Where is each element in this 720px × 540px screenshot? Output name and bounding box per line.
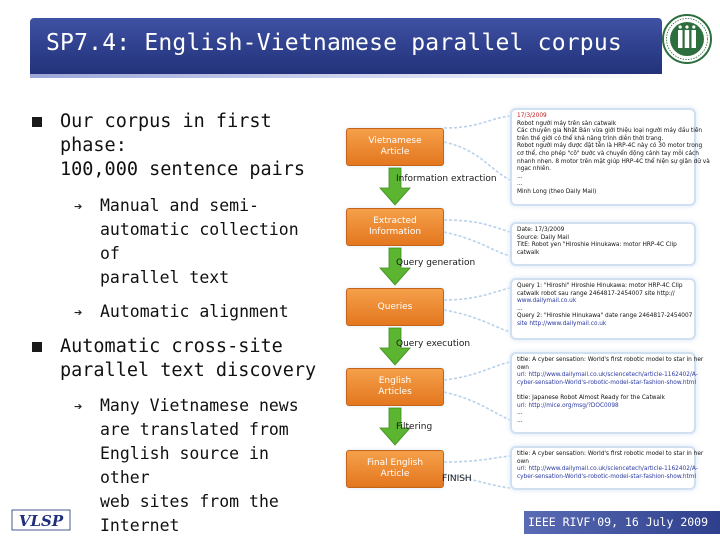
bullet-list <box>32 110 322 538</box>
panel-line: url: http://www.dailymail.co.uk/sciencetech/article-1162402/A- <box>517 466 698 473</box>
panel-line: Các chuyên gia Nhật Bản vừa giới thiệu loại người máy đầu tiên <box>517 128 703 135</box>
panel-line: ... <box>517 173 523 180</box>
panel-line: ... <box>517 181 523 188</box>
panel-line: own <box>517 364 529 371</box>
flow-diagram <box>338 100 516 500</box>
panel-line: Date: 17/3/2009 <box>517 227 565 233</box>
square-bullet-icon <box>32 342 42 352</box>
panel-vietnamese-article <box>510 108 710 206</box>
sub-bullet-collection <box>32 194 322 290</box>
panel-line <box>517 387 689 395</box>
vlsp-logo-icon <box>10 506 74 534</box>
panel-line: Query 1: "Hiroshi" Hiroshie Hinukawa: motor HRP-4C Clip <box>517 283 683 289</box>
university-seal-icon <box>662 14 712 64</box>
panel-line: 17/3/2009 <box>517 113 547 119</box>
panel-line: cyber-sensation-World's-robotic-model-star-fashion-show.html <box>517 473 697 480</box>
step-query-execution: Query execution <box>396 339 471 349</box>
panel-line: url: http://www.dailymail.co.uk/sciencetech/article-1162402/A- <box>517 372 698 379</box>
sub-bullet-alignment <box>32 300 322 324</box>
panel-line: ... <box>517 417 523 424</box>
sub-bullet-news <box>32 394 322 538</box>
node-final-english-article: Final English Article <box>346 450 444 488</box>
bullet-line: parallel text discovery <box>60 360 317 381</box>
arrow-bullet-icon: ➔ <box>74 305 83 321</box>
arrow-bullet-icon: ➔ <box>74 199 83 215</box>
bullet-line: 100,000 sentence pairs <box>60 159 306 180</box>
panel-line: ngạc nhiên. <box>517 166 551 173</box>
panel-line: Robot người máy trên sàn catwalk <box>517 120 617 127</box>
sub-bullet-line: Automatic alignment <box>100 302 289 321</box>
title-bar <box>30 18 662 74</box>
sub-bullet-line: Manual and semi- <box>100 196 259 215</box>
sub-bullet-line: are translated from <box>100 420 289 439</box>
step-query-generation: Query generation <box>396 258 476 268</box>
panel-line: Query 2: "Hiroshie Hinukawa" date range 2464817-2454007 <box>517 313 693 320</box>
panel-line: title: A cyber sensation: World's first robotic model to star in her <box>517 451 704 457</box>
sub-bullet-line: English source in other <box>100 444 269 487</box>
panel-line: url: http://mice.org/msg/?DOC0098 <box>517 402 619 409</box>
vlsp-logo-text: VLSP <box>18 512 64 530</box>
panel-line: catwalk robot sau range 2464817-2454007 site http:// <box>517 290 675 297</box>
panel-line: Source: Daily Mail <box>517 234 569 241</box>
panel-line: TitE: Robot yen "Hiroshie Hinukawa: motor HRP-4C Clip <box>517 242 677 249</box>
slide-title: SP7.4: English-Vietnamese parallel corpus <box>46 30 622 56</box>
finish-label: FINISH <box>442 474 472 484</box>
panel-queries <box>510 278 696 340</box>
bullet-discovery <box>32 335 322 383</box>
panel-line: ... <box>517 410 523 417</box>
arrow-bullet-icon: ➔ <box>74 399 83 415</box>
sub-bullet-line: Many Vietnamese news <box>100 396 299 415</box>
panel-line: title: A cyber sensation: World's first robotic model to star in her <box>517 357 704 363</box>
sub-bullet-line: Internet <box>100 516 180 535</box>
bullet-line: Automatic cross-site <box>60 336 283 357</box>
bullet-corpus <box>32 110 322 182</box>
panel-line: ... <box>517 305 523 312</box>
panel-english-articles <box>510 352 704 434</box>
panel-line: trên thế giới có thể khả năng trình diễn thời trang. <box>517 135 664 142</box>
panel-line: own <box>517 458 529 465</box>
panel-line: cơ thể, cho phép "cô" bước và chuyển động cánh tay mỗi cách <box>517 150 699 157</box>
node-extracted-information: Extracted Information <box>346 208 444 246</box>
step-filtering: Filtering <box>396 422 433 432</box>
panel-final-article <box>510 446 704 490</box>
panel-line: www.dailymail.co.uk <box>517 298 577 305</box>
panel-line: nhanh nhẹn. 8 motor trên mặt giúp HRP-4C thể hiện sự giận dữ và <box>517 158 710 165</box>
panel-line: site http://www.dailymail.co.uk <box>517 320 607 327</box>
node-queries: Queries <box>346 288 444 326</box>
panel-line: Minh Long (theo Daily Mail) <box>517 188 597 195</box>
bullet-line: Our corpus in first phase: <box>60 111 272 156</box>
step-information-extraction: Information extraction <box>396 174 497 184</box>
node-english-articles: English Articles <box>346 368 444 406</box>
panel-extracted-information <box>510 222 696 266</box>
panel-line: title: Japanese Robot Almost Ready for the Catwalk <box>517 394 665 401</box>
sub-bullet-line: parallel text <box>100 268 230 287</box>
panel-line: Robot người máy được đặt tên là HRP-4C này có 30 motor trong <box>517 143 703 150</box>
sub-bullet-line: automatic collection of <box>100 220 299 263</box>
panel-line: cyber-sensation-World's-robotic-model-star-fashion-show.html <box>517 379 697 386</box>
sub-bullet-line: web sites from the <box>100 492 279 511</box>
footer-conference: IEEE RIVF'09, 16 July 2009 <box>524 511 720 534</box>
panel-line: catwalk <box>517 249 540 256</box>
square-bullet-icon <box>32 117 42 127</box>
node-vietnamese-article: Vietnamese Article <box>346 128 444 166</box>
